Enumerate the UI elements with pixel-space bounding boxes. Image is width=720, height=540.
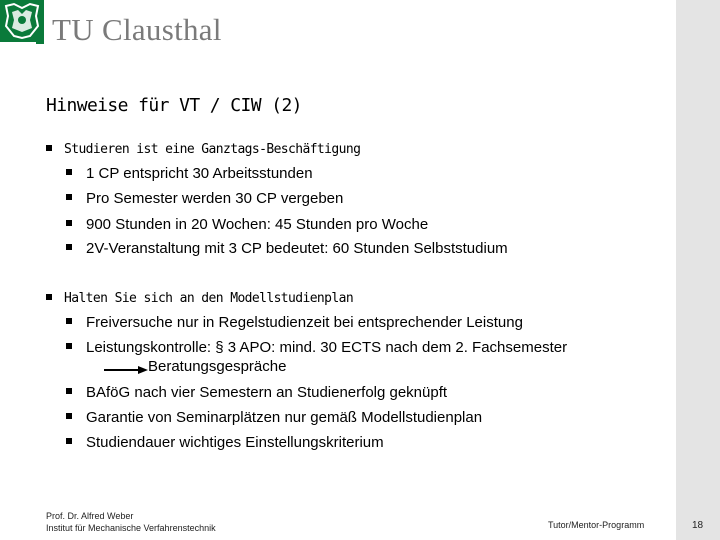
page-number: 18: [692, 520, 704, 531]
list-item-text: Pro Semester werden 30 CP vergeben: [86, 190, 344, 207]
slide-title: Hinweise für VT / CIW (2): [46, 95, 302, 116]
list-item: [66, 314, 523, 331]
list-item-text: 1 CP entspricht 30 Arbeitsstunden: [86, 165, 313, 182]
footer-author-block: [46, 510, 216, 534]
list-item: [66, 384, 447, 401]
right-sidebar-band: [676, 0, 720, 540]
list-item: [66, 190, 343, 207]
list-item-text: Freiversuche nur in Regelstudienzeit bei entsprechender Leistung: [86, 314, 523, 331]
list-item-text: BAföG nach vier Semestern an Studienerfolg geknüpft: [86, 384, 448, 401]
list-item-text: 900 Stunden in 20 Wochen: 45 Stunden pro Woche: [86, 216, 429, 233]
section-text: Studieren ist eine Ganztags-Beschäftigung: [64, 142, 361, 157]
section-text: Halten Sie sich an den Modellstudienplan: [64, 291, 354, 306]
list-item: [66, 216, 428, 233]
footer-program: Tutor/Mentor-Programm: [548, 520, 645, 530]
bullet-icon: [66, 438, 72, 444]
list-item-text: 2V-Veranstaltung mit 3 CP bedeutet: 60 Stunden Selbststudium: [86, 240, 508, 257]
bullet-icon: [66, 194, 72, 200]
footer-author: Prof. Dr. Alfred Weber: [46, 511, 134, 521]
footer-institute: Institut für Mechanische Verfahrenstechnik: [46, 523, 216, 533]
list-item-text: Leistungskontrolle: § 3 APO: mind. 30 ECTS nach dem 2. Fachsemester: [86, 339, 568, 356]
bullet-icon: [46, 294, 52, 300]
bullet-icon: [66, 318, 72, 324]
list-item-text: Studiendauer wichtiges Einstellungskriterium: [86, 434, 384, 451]
list-item: [66, 240, 508, 257]
bullet-icon: [66, 343, 72, 349]
bullet-icon: [46, 145, 52, 151]
list-item: [66, 434, 384, 451]
bullet-icon: [66, 244, 72, 250]
list-item: [66, 339, 567, 356]
logo-accent-square: [36, 36, 44, 44]
list-item-text: Garantie von Seminarplätzen nur gemäß Modellstudienplan: [86, 409, 483, 426]
list-item: [66, 409, 482, 426]
arrow-note: Beratungsgespräche: [148, 358, 287, 375]
bullet-icon: [66, 220, 72, 226]
arrow-right-icon: [104, 365, 148, 375]
bullet-icon: [66, 413, 72, 419]
brand-name: TU Clausthal: [52, 12, 222, 47]
list-item: [66, 165, 313, 182]
bullet-icon: [66, 388, 72, 394]
section-bullet: [46, 142, 360, 157]
section-bullet: [46, 291, 353, 306]
bullet-icon: [66, 169, 72, 175]
